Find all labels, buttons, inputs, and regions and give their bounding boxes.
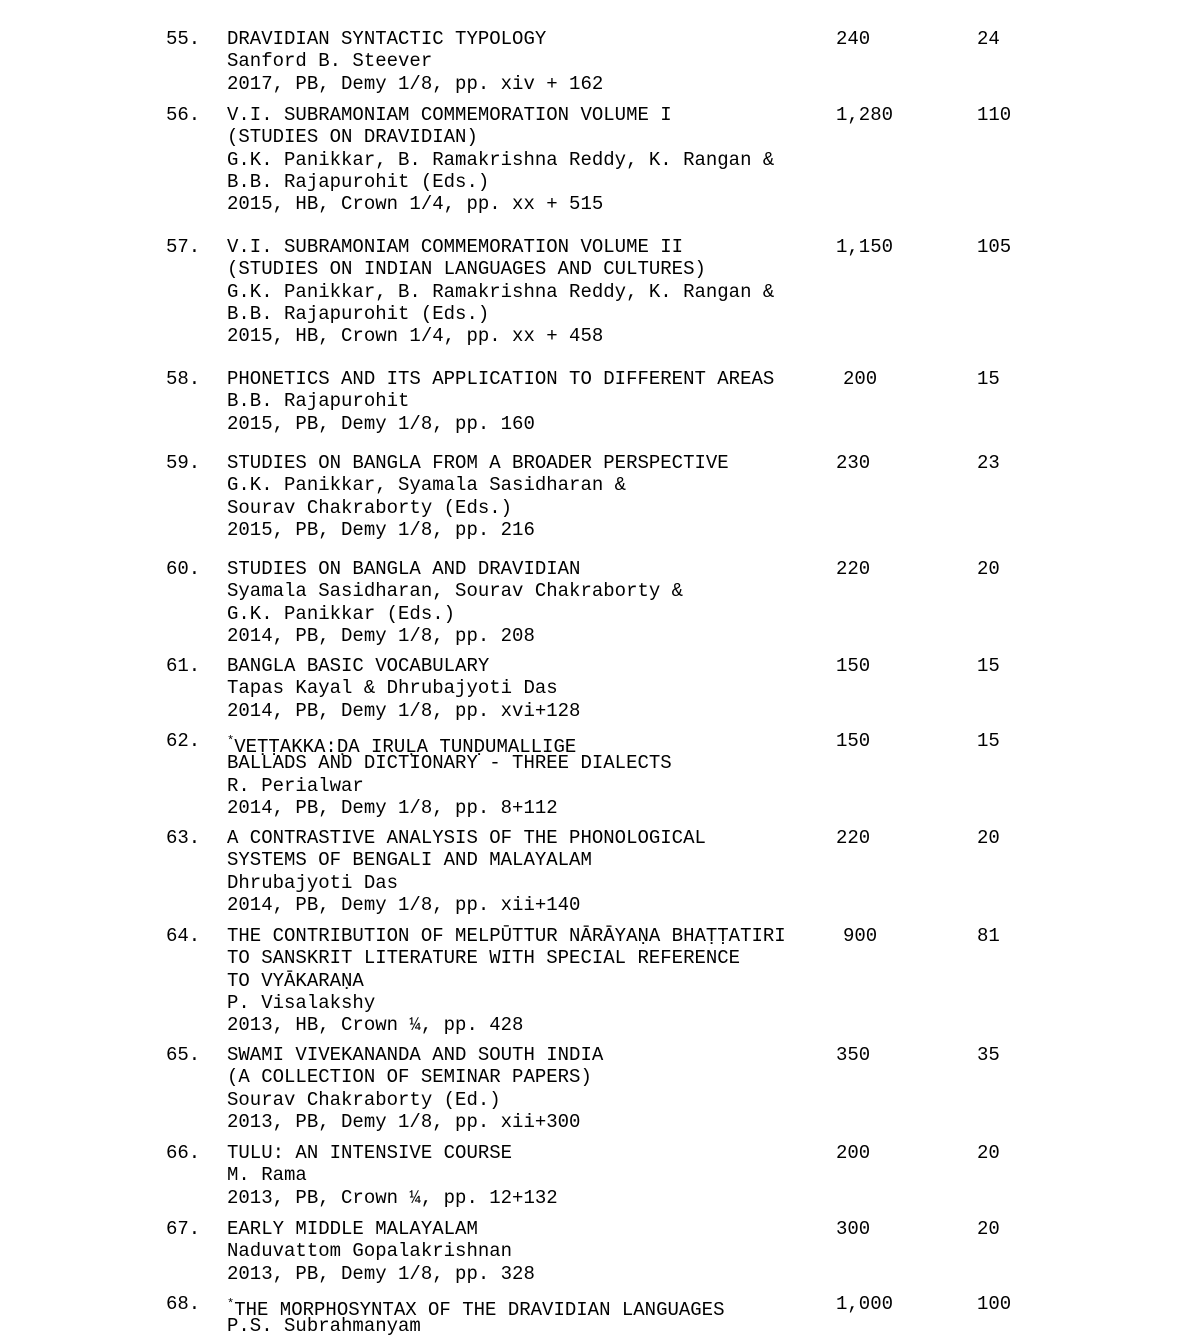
entry-number: 68. [166,1293,201,1315]
book-title-text: TULU: AN INTENSIVE COURSE [227,1142,513,1164]
price-usd: 20 [977,827,1000,849]
book-title-text: BALLADS AND DICTIONARY - THREE DIALECTS [227,752,672,775]
author-line: G.K. Panikkar, B. Ramakrishna Reddy, K. Rangan & [227,148,775,171]
entry-number: 65. [166,1044,201,1066]
price-inr: 220 [836,827,871,849]
book-title-line [227,970,786,992]
publication-details: 2013, PB, Crown ¼, pp. 12+132 [227,1186,558,1209]
entry-number: 61. [166,655,201,677]
book-title-text: V.I. SUBRAMONIAM COMMEMORATION VOLUME I [227,104,672,126]
book-title-line [227,258,774,280]
book-title-line [227,849,706,871]
publication-details: 2015, PB, Demy 1/8, pp. 160 [227,412,535,435]
book-title-text: (STUDIES ON DRAVIDIAN) [227,126,478,149]
entry-number: 64. [166,925,201,947]
publication-details: 2015, PB, Demy 1/8, pp. 216 [227,518,535,541]
book-title-line [227,236,774,258]
publication-details: 2014, PB, Demy 1/8, pp. xii+140 [227,893,581,916]
book-title-line [227,28,603,50]
price-usd: 81 [977,925,1000,947]
author-line: G.K. Panikkar, Syamala Sasidharan & [227,474,627,497]
price-inr: 300 [836,1218,871,1240]
price-usd: 15 [977,655,1000,677]
author-line: Naduvattom Gopalakrishnan [227,1240,513,1263]
price-inr: 150 [836,730,871,752]
author-line: B.B. Rajapurohit (Eds.) [227,170,490,193]
book-title-line [227,1142,558,1164]
entry-body [227,28,603,95]
book-title-text: TO SANSKRIT LITERATURE WITH SPECIAL REFERENCE [227,947,741,970]
publication-details: 2013, PB, Demy 1/8, pp. xii+300 [227,1110,581,1133]
author-line: G.K. Panikkar (Eds.) [227,602,456,625]
book-title-text: VEṬṬAKKA:ḌA IRUḶA TUNḌUMALLIGE [234,736,577,758]
book-title-text: THE MORPHOSYNTAX OF THE DRAVIDIAN LANGUAGES [234,1299,725,1321]
publication-details: 2015, HB, Crown 1/4, pp. xx + 515 [227,193,604,216]
book-title-line [227,1066,603,1088]
asterisk-mark: * [227,1297,235,1311]
price-inr: 200 [836,1142,871,1164]
book-title-text: STUDIES ON BANGLA FROM A BROADER PERSPECTIVE [227,452,729,474]
publication-details: 2013, HB, Crown ¼, pp. 428 [227,1014,524,1037]
entry-body [227,368,774,435]
author-line: Sanford B. Steever [227,50,433,73]
author-line: B.B. Rajapurohit [227,390,410,413]
asterisk-mark: * [227,734,235,748]
author-line: M. Rama [227,1164,307,1187]
book-title-line [227,368,774,390]
price-usd: 15 [977,730,1000,752]
book-title-text: STUDIES ON BANGLA AND DRAVIDIAN [227,558,581,580]
price-inr: 1,000 [836,1293,894,1315]
book-title-line [227,730,672,758]
price-usd: 20 [977,1218,1000,1240]
book-title-line [227,925,786,947]
author-line: P.S. Subrahmanyam [227,1315,421,1338]
book-title-text: A CONTRASTIVE ANALYSIS OF THE PHONOLOGICAL [227,827,706,849]
entry-body [227,452,729,541]
publication-details: 2015, HB, Crown 1/4, pp. xx + 458 [227,325,604,348]
entry-body [227,925,786,1036]
publication-details: 2014, PB, Demy 1/8, pp. 208 [227,624,535,647]
author-line: P. Visalakshy [227,991,376,1014]
book-title-line [227,1044,603,1066]
book-title-text: SYSTEMS OF BENGALI AND MALAYALAM [227,849,592,872]
entry-body [227,558,683,647]
book-title-line [227,752,672,774]
author-line: Sourav Chakraborty (Eds.) [227,496,513,519]
author-line: R. Perialwar [227,774,364,797]
book-title-text: TO VYĀKARAṆA [227,969,364,992]
book-title-line [227,655,580,677]
entry-number: 57. [166,236,201,258]
price-usd: 20 [977,1142,1000,1164]
price-inr: 200 [843,368,878,390]
entry-body [227,1142,558,1209]
book-title-line [227,126,774,148]
author-line: B.B. Rajapurohit (Eds.) [227,302,490,325]
price-inr: 240 [836,28,871,50]
publication-details: 2014, PB, Demy 1/8, pp. xvi+128 [227,699,581,722]
entry-body [227,104,774,215]
author-line: G.K. Panikkar, B. Ramakrishna Reddy, K. Rangan & [227,280,775,303]
book-title-line [227,558,683,580]
book-title-line [227,104,774,126]
book-title-text: BANGLA BASIC VOCABULARY [227,655,490,677]
price-usd: 23 [977,452,1000,474]
book-title-text: (STUDIES ON INDIAN LANGUAGES AND CULTURES) [227,258,706,281]
entry-body [227,236,774,347]
book-title-text: PHONETICS AND ITS APPLICATION TO DIFFERENT AREAS [227,368,775,390]
price-usd: 100 [977,1293,1012,1315]
book-title-text: SWAMI VIVEKANANDA AND SOUTH INDIA [227,1044,604,1066]
price-usd: 20 [977,558,1000,580]
price-usd: 105 [977,236,1012,258]
price-usd: 110 [977,104,1012,126]
entry-body [227,827,706,916]
book-title-text: V.I. SUBRAMONIAM COMMEMORATION VOLUME II [227,236,684,258]
book-title-text: (A COLLECTION OF SEMINAR PAPERS) [227,1066,592,1089]
price-inr: 1,150 [836,236,894,258]
book-title-text: DRAVIDIAN SYNTACTIC TYPOLOGY [227,28,547,50]
book-title-line [227,827,706,849]
price-inr: 1,280 [836,104,894,126]
book-title-text: EARLY MIDDLE MALAYALAM [227,1218,478,1240]
price-inr: 350 [836,1044,871,1066]
entry-number: 67. [166,1218,201,1240]
entry-body [227,655,580,722]
author-line: Dhrubajyoti Das [227,871,399,894]
price-usd: 15 [977,368,1000,390]
price-inr: 230 [836,452,871,474]
book-title-line [227,452,729,474]
entry-body [227,1044,603,1133]
entry-number: 66. [166,1142,201,1164]
author-line: Sourav Chakraborty (Ed.) [227,1088,501,1111]
price-usd: 24 [977,28,1000,50]
entry-body [227,1218,535,1285]
entry-number: 56. [166,104,201,126]
entry-number: 63. [166,827,201,849]
publication-details: 2017, PB, Demy 1/8, pp. xiv + 162 [227,72,604,95]
author-line: Tapas Kayal & Dhrubajyoti Das [227,677,558,700]
entry-body [227,730,672,819]
entry-number: 55. [166,28,201,50]
price-inr: 900 [843,925,878,947]
price-inr: 220 [836,558,871,580]
book-title-line [227,947,786,969]
book-title-text: THE CONTRIBUTION OF MELPŪTTUR NĀRĀYAṆA BHAṬṬATIRI [227,925,786,947]
entry-number: 58. [166,368,201,390]
publication-details: 2014, PB, Demy 1/8, pp. 8+112 [227,796,558,819]
book-title-line [227,1293,725,1321]
publication-details: 2013, PB, Demy 1/8, pp. 328 [227,1262,535,1285]
price-usd: 35 [977,1044,1000,1066]
author-line: Syamala Sasidharan, Sourav Chakraborty & [227,580,684,603]
entry-body [227,1293,724,1338]
entry-number: 60. [166,558,201,580]
entry-number: 62. [166,730,201,752]
entry-number: 59. [166,452,201,474]
price-inr: 150 [836,655,871,677]
book-title-line [227,1218,535,1240]
